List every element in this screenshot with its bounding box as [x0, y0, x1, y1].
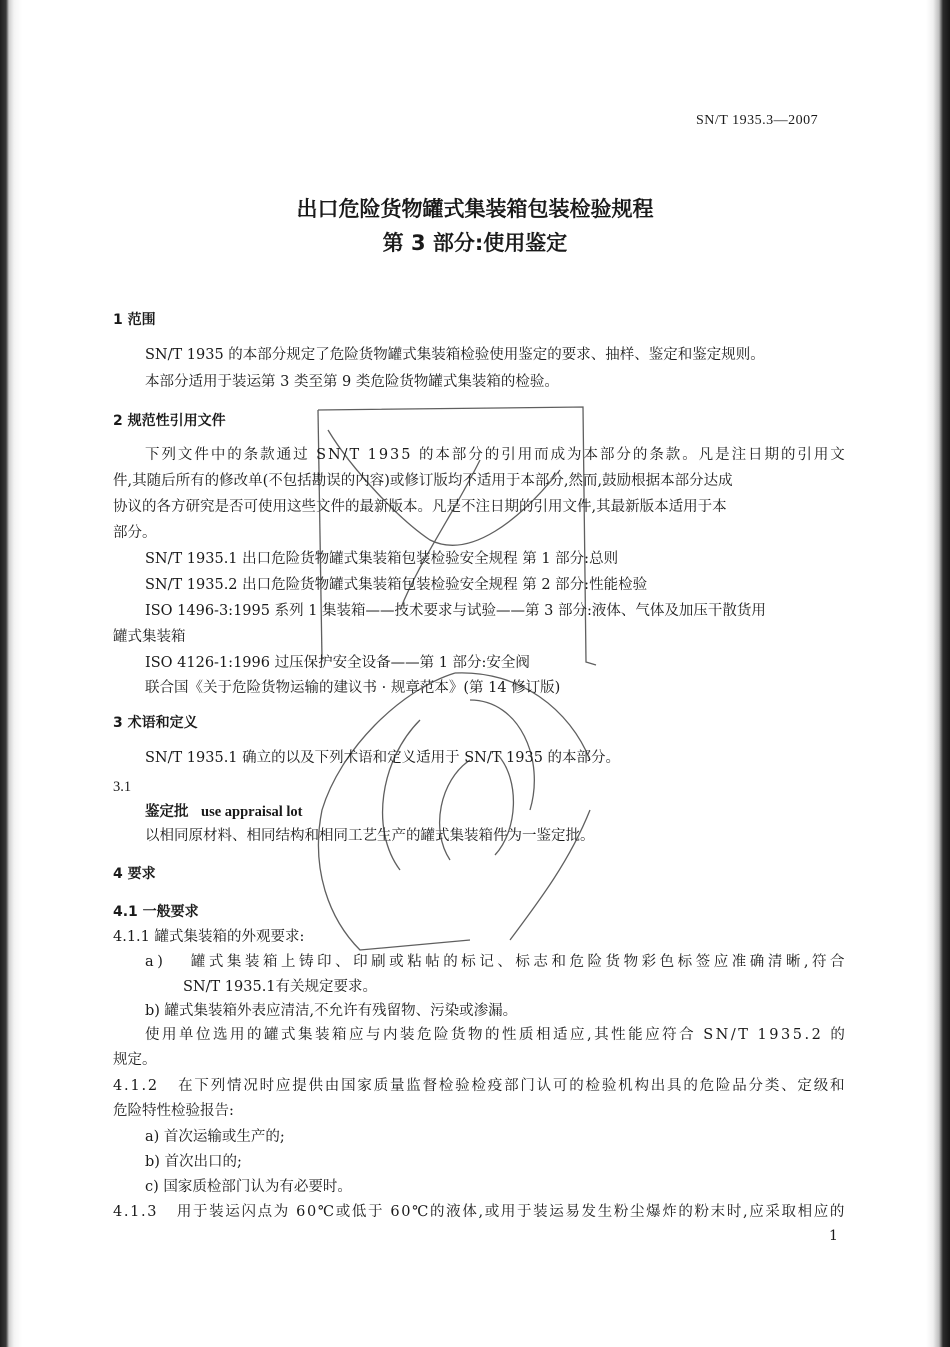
term-english: use appraisal lot — [201, 804, 303, 820]
term-chinese: 鉴定批 — [145, 803, 189, 820]
section-4-heading: 4 要求 — [113, 866, 156, 882]
list-item-b: b) 首次出口的; — [145, 1154, 242, 1170]
list-item-c: c) 国家质检部门认为有必要时。 — [145, 1179, 352, 1195]
clause-4-1-2-line-1: 4 . 1 . 2 在 下 列 情 况 时 应 提 供 由 国 家 质 量 监 督 检 验 检 疫 部 门 认 可 的 检 验 机 构 出 具 的 危 险 品 分 类 、 定 级 和 — [113, 1078, 845, 1094]
reference-item: SN/T 1935.2 出口危险货物罐式集装箱包装检验安全规程 第 2 部分:性能检验 — [145, 577, 648, 593]
reference-item: ISO 1496-3:1995 系列 1 集装箱——技术要求与试验——第 3 部分:液体、气体及加压干散货用 — [145, 603, 766, 619]
reference-item: SN/T 1935.1 出口危险货物罐式集装箱包装检验安全规程 第 1 部分:总则 — [145, 551, 619, 567]
document-title: 出口危险货物罐式集装箱包装检验规程 — [296, 197, 654, 221]
list-item-a-line-1: a ) 罐 式 集 装 箱 上 铸 印 、 印 刷 或 粘 帖 的 标 记 、 标 志 和 危 险 货 物 彩 色 标 签 应 准 确 清 晰 , 符 合 — [145, 954, 845, 970]
section-2-paragraph-line-4: 部分。 — [113, 525, 157, 541]
section-3-heading: 3 术语和定义 — [113, 715, 198, 731]
reference-item-continuation: 罐式集装箱 — [113, 629, 186, 645]
section-2-paragraph-line-3: 协议的各方研究是否可使用这些文件的最新版本。凡是不注日期的引用文件,其最新版本适用于本 — [113, 499, 727, 515]
section-2-paragraph-line-2: 件,其随后所有的修改单(不包括勘误的内容)或修订版均不适用于本部分,然而,鼓励根据本部分达成 — [113, 473, 733, 489]
clause-4-1-1-paragraph-line-1: 使 用 单 位 选 用 的 罐 式 集 装 箱 应 与 内 装 危 险 货 物 的 性 质 相 适 应 , 其 性 能 应 符 合 S N / T 1 9 3 5 . 2 的 — [145, 1027, 845, 1043]
section-1-heading: 1 范围 — [113, 312, 156, 328]
list-item-a-line-2: SN/T 1935.1有关规定要求。 — [183, 979, 378, 995]
document-subtitle: 第 3 部分:使用鉴定 — [382, 231, 568, 255]
list-item-b: b) 罐式集装箱外表应清洁,不允许有残留物、污染或渗漏。 — [145, 1003, 518, 1019]
list-item-a: a) 首次运输或生产的; — [145, 1129, 285, 1145]
clause-4-1-heading: 4.1 一般要求 — [113, 904, 199, 920]
section-3-paragraph: SN/T 1935.1 确立的以及下列术语和定义适用于 SN/T 1935 的本部分。 — [145, 750, 621, 766]
clause-4-1-3: 4 . 1 . 3 用 于 装 运 闪 点 为 6 0 ℃ 或 低 于 6 0 ℃ 的 液 体 , 或 用 于 装 运 易 发 生 粉 尘 爆 炸 的 粉 末 时 , 应 采 取 相 应 的 — [113, 1204, 845, 1220]
section-2-paragraph-line-1: 下 列 文 件 中 的 条 款 通 过 S N / T 1 9 3 5 的 本 部 分 的 引 用 而 成 为 本 部 分 的 条 款 。 凡 是 注 日 期 的 引 用 文 — [145, 447, 845, 463]
clause-4-1-1: 4.1.1 罐式集装箱的外观要求: — [113, 929, 305, 945]
reference-item: 联合国《关于危险货物运输的建议书 · 规章范本》(第 14 修订版) — [145, 680, 561, 696]
clause-4-1-2-line-2: 危险特性检验报告: — [113, 1103, 234, 1119]
term-definition: 以相同原材料、相同结构和相同工艺生产的罐式集装箱件为一鉴定批。 — [145, 828, 595, 844]
reference-item: ISO 4126-1:1996 过压保护安全设备——第 1 部分:安全阀 — [145, 655, 530, 671]
section-1-paragraph-2: 本部分适用于装运第 3 类至第 9 类危险货物罐式集装箱的检验。 — [145, 374, 559, 390]
standard-number: SN/T 1935.3—2007 — [696, 113, 819, 128]
clause-4-1-1-paragraph-line-2: 规定。 — [113, 1052, 157, 1068]
clause-3-1-number: 3.1 — [113, 779, 132, 795]
section-1-paragraph-1: SN/T 1935 的本部分规定了危险货物罐式集装箱检验使用鉴定的要求、抽样、鉴定和鉴定规则。 — [145, 347, 765, 363]
section-2-heading: 2 规范性引用文件 — [113, 413, 226, 429]
page-number: 1 — [829, 1228, 838, 1244]
